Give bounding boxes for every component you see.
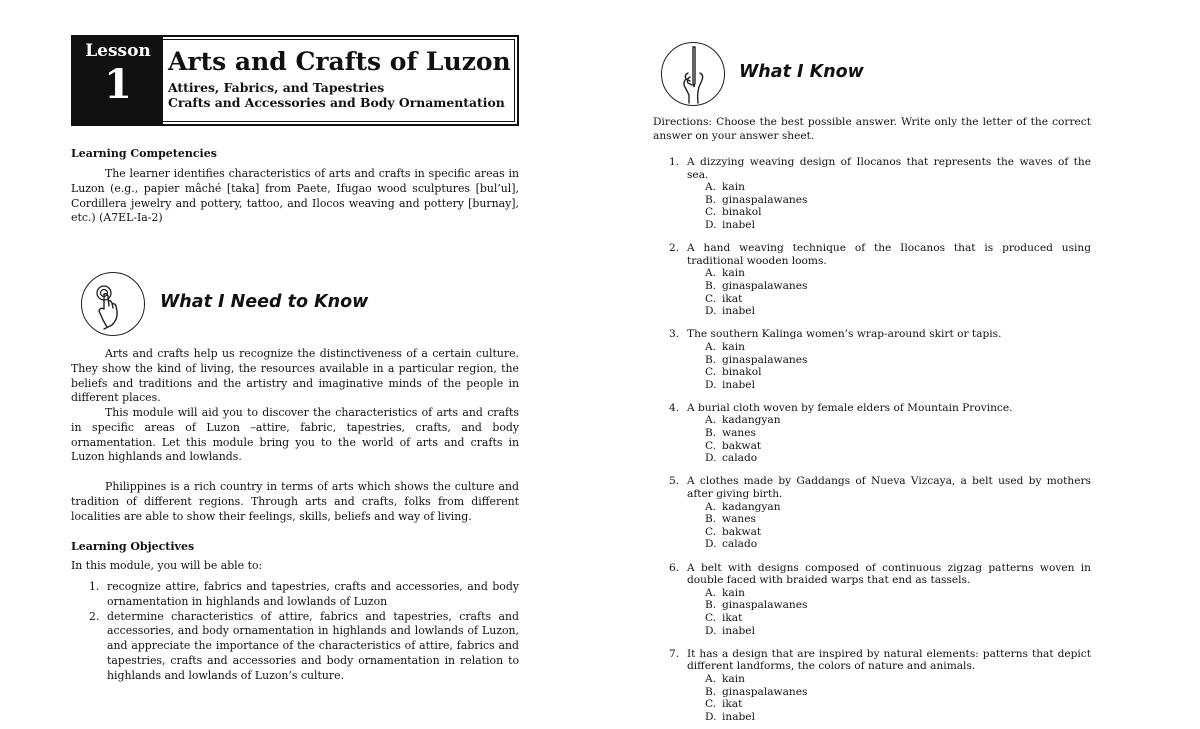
lesson-title: Arts and Crafts of Luzon (168, 47, 511, 76)
need-to-know-para-3 (71, 480, 519, 524)
option-text: wanes (722, 427, 756, 440)
question-number: 4. (669, 401, 680, 414)
option-text: ginaspalawanes (722, 685, 808, 698)
question-text: The southern Kalinga women’s wrap-around skirt or tapis. (687, 328, 1002, 341)
question-number: 2. (669, 242, 680, 255)
option-letter: C. (705, 698, 717, 711)
option-d (687, 379, 1091, 392)
option-a (687, 267, 1091, 280)
option-c (687, 293, 1091, 306)
option-b (687, 686, 1091, 699)
question-number: 5. (669, 475, 680, 488)
objective-number: 1. (89, 580, 100, 593)
option-letter: B. (705, 353, 717, 366)
option-letter: A. (705, 340, 717, 353)
option-a (687, 673, 1091, 686)
objective-number: 2. (89, 609, 100, 623)
option-text: kain (722, 340, 745, 353)
competencies-text-content: The learner identifies characteristics of arts and crafts in specific areas in Luzon (e.g., papier mâché [taka] from Paete, Ifugao wood sculptures [bul’ul], Cordillera jewelry and pottery, tattoo, and Ilocos weaving and pottery [burnay], etc.) (A7EL-Ia-2) (71, 167, 519, 225)
option-letter: C. (705, 292, 717, 305)
question-number: 1. (669, 156, 680, 168)
question-item (669, 328, 1091, 391)
question-item (669, 475, 1091, 551)
option-b (687, 280, 1091, 293)
option-c (687, 526, 1091, 539)
option-text: ginaspalawanes (722, 193, 808, 206)
option-b (687, 427, 1091, 440)
option-letter: D. (705, 710, 717, 723)
question-text: A dizzying weaving design of Ilocanos that represents the waves of the sea. (687, 156, 1091, 181)
question-item (669, 648, 1091, 724)
question-text: A burial cloth woven by female elders of Mountain Province. (687, 401, 1013, 414)
option-letter: A. (705, 586, 717, 599)
option-letter: C. (705, 366, 717, 379)
competencies-heading: Learning Competencies (71, 147, 217, 160)
option-text: ginaspalawanes (722, 353, 808, 366)
question-number: 7. (669, 647, 680, 660)
option-letter: B. (705, 279, 717, 292)
objective-item (89, 610, 519, 684)
option-letter: C. (705, 206, 717, 219)
question-item (669, 562, 1091, 638)
option-letter: D. (705, 624, 717, 637)
option-text: bakwat (722, 525, 762, 538)
option-d (687, 305, 1091, 318)
question-number: 3. (669, 328, 680, 341)
lesson-word: Lesson (85, 41, 151, 61)
option-letter: B. (705, 427, 717, 440)
option-text: inabel (722, 305, 755, 318)
option-letter: B. (705, 685, 717, 698)
question-text: A hand weaving technique of the Ilocanos that is produced using traditional wooden looms. (687, 242, 1091, 267)
need-to-know-para-3-text: Philippines is a rich country in terms of arts which shows the culture and tradition of different regions. Through arts and crafts, folks from different localities are able to show their feelings, skills, beliefs and way of living. (71, 480, 519, 523)
need-to-know-para-1-text: Arts and crafts help us recognize the distinctiveness of a certain culture. They show the kind of living, the resources available in a particular region, the beliefs and traditions and the artistry and imaginative minds of the people in different places. (71, 347, 519, 405)
lesson-number: 1 (104, 61, 132, 108)
question-text: A belt with designs composed of continuous zigzag patterns woven in double faced with braided warps that end as tassels. (687, 561, 1091, 587)
option-letter: B. (705, 193, 717, 206)
option-text: ikat (722, 292, 743, 305)
option-text: binakol (722, 206, 762, 219)
option-b (687, 513, 1091, 526)
need-to-know-title: What I Need to Know (160, 292, 369, 312)
option-text: kain (722, 672, 745, 685)
option-letter: A. (705, 414, 717, 427)
option-d (687, 452, 1091, 465)
option-c (687, 206, 1091, 219)
option-text: inabel (722, 710, 755, 723)
option-a (687, 181, 1091, 194)
option-letter: D. (705, 305, 717, 318)
objectives-heading: Learning Objectives (71, 540, 195, 553)
option-text: inabel (722, 378, 755, 391)
option-text: kadangyan (722, 500, 781, 513)
option-c (687, 612, 1091, 625)
option-letter: A. (705, 500, 717, 513)
option-letter: C. (705, 525, 717, 538)
option-letter: D. (705, 452, 717, 465)
need-to-know-para-1 (71, 347, 519, 406)
option-letter: B. (705, 599, 717, 612)
what-i-know-title: What I Know (739, 62, 864, 82)
lesson-titles (163, 37, 511, 124)
option-letter: A. (705, 672, 717, 685)
option-letter: D. (705, 378, 717, 391)
need-to-know-para-2 (71, 406, 519, 465)
option-letter: A. (705, 267, 717, 280)
option-text: ikat (722, 611, 743, 624)
option-letter: B. (705, 513, 717, 526)
lesson-badge (73, 37, 163, 124)
objectives-list (89, 580, 519, 684)
lesson-header (71, 35, 519, 126)
option-d (687, 711, 1091, 724)
objective-text: recognize attire, fabrics and tapestries, crafts and accessories, and body ornamentation in highlands and lowlands of Luzon (107, 580, 519, 608)
option-a (687, 341, 1091, 354)
option-c (687, 440, 1091, 453)
question-item (669, 156, 1091, 232)
competencies-text (71, 167, 519, 226)
objective-item (89, 580, 519, 610)
quiz-list (669, 156, 1091, 723)
option-text: wanes (722, 513, 756, 526)
option-text: ikat (722, 698, 743, 711)
lesson-subtitle-2: Crafts and Accessories and Body Ornamentation (168, 95, 505, 110)
option-d (687, 538, 1091, 551)
option-letter: D. (705, 538, 717, 551)
option-a (687, 501, 1091, 514)
option-text: inabel (722, 624, 755, 637)
objective-text: determine characteristics of attire, fabrics and tapestries, crafts and accessories, and body ornamentation in highlands and lowlands of Luzon, and appreciate the importance of the characteristics of attire, fabrics and tapestries, crafts and accessories and body ornamentation in relation to highlands and lowlands of Luzon’s culture. (107, 609, 519, 682)
option-text: bakwat (722, 439, 762, 452)
lesson-subtitle-1: Attires, Fabrics, and Tapestries (168, 80, 385, 95)
option-b (687, 194, 1091, 207)
question-number: 6. (669, 561, 680, 574)
question-text: A clothes made by Gaddangs of Nueva Vizcaya, a belt used by mothers after giving birth. (687, 475, 1091, 501)
question-text: It has a design that are inspired by natural elements: patterns that depict different landforms, the colors of nature and animals. (687, 647, 1091, 673)
question-item (669, 402, 1091, 465)
hand-pencil-icon (661, 42, 725, 106)
option-c (687, 698, 1091, 711)
need-to-know-para-2-text: This module will aid you to discover the characteristics of arts and crafts in specific areas of Luzon –attire, fabric, tapestries, crafts, and body ornamentation. Let this module bring you to the world of arts and crafts in Luzon highlands and lowlands. (71, 406, 519, 464)
quiz-directions: Directions: Choose the best possible answer. Write only the letter of the correct answer on your answer sheet. (653, 116, 1091, 142)
option-a (687, 587, 1091, 600)
option-text: inabel (722, 218, 755, 231)
option-b (687, 599, 1091, 612)
option-text: binakol (722, 366, 762, 379)
option-letter: A. (705, 181, 717, 194)
option-d (687, 625, 1091, 638)
option-a (687, 414, 1091, 427)
option-letter: D. (705, 218, 717, 231)
option-b (687, 354, 1091, 367)
option-text: kadangyan (722, 414, 781, 427)
question-item (669, 242, 1091, 318)
option-letter: C. (705, 439, 717, 452)
option-text: ginaspalawanes (722, 279, 808, 292)
option-text: kain (722, 586, 745, 599)
objectives-intro: In this module, you will be able to: (71, 559, 263, 572)
option-d (687, 219, 1091, 232)
option-text: calado (722, 452, 758, 465)
option-letter: C. (705, 611, 717, 624)
option-text: ginaspalawanes (722, 599, 808, 612)
hand-pointer-icon (81, 272, 145, 336)
option-text: kain (722, 267, 745, 280)
option-c (687, 366, 1091, 379)
option-text: calado (722, 538, 758, 551)
option-text: kain (722, 181, 745, 194)
